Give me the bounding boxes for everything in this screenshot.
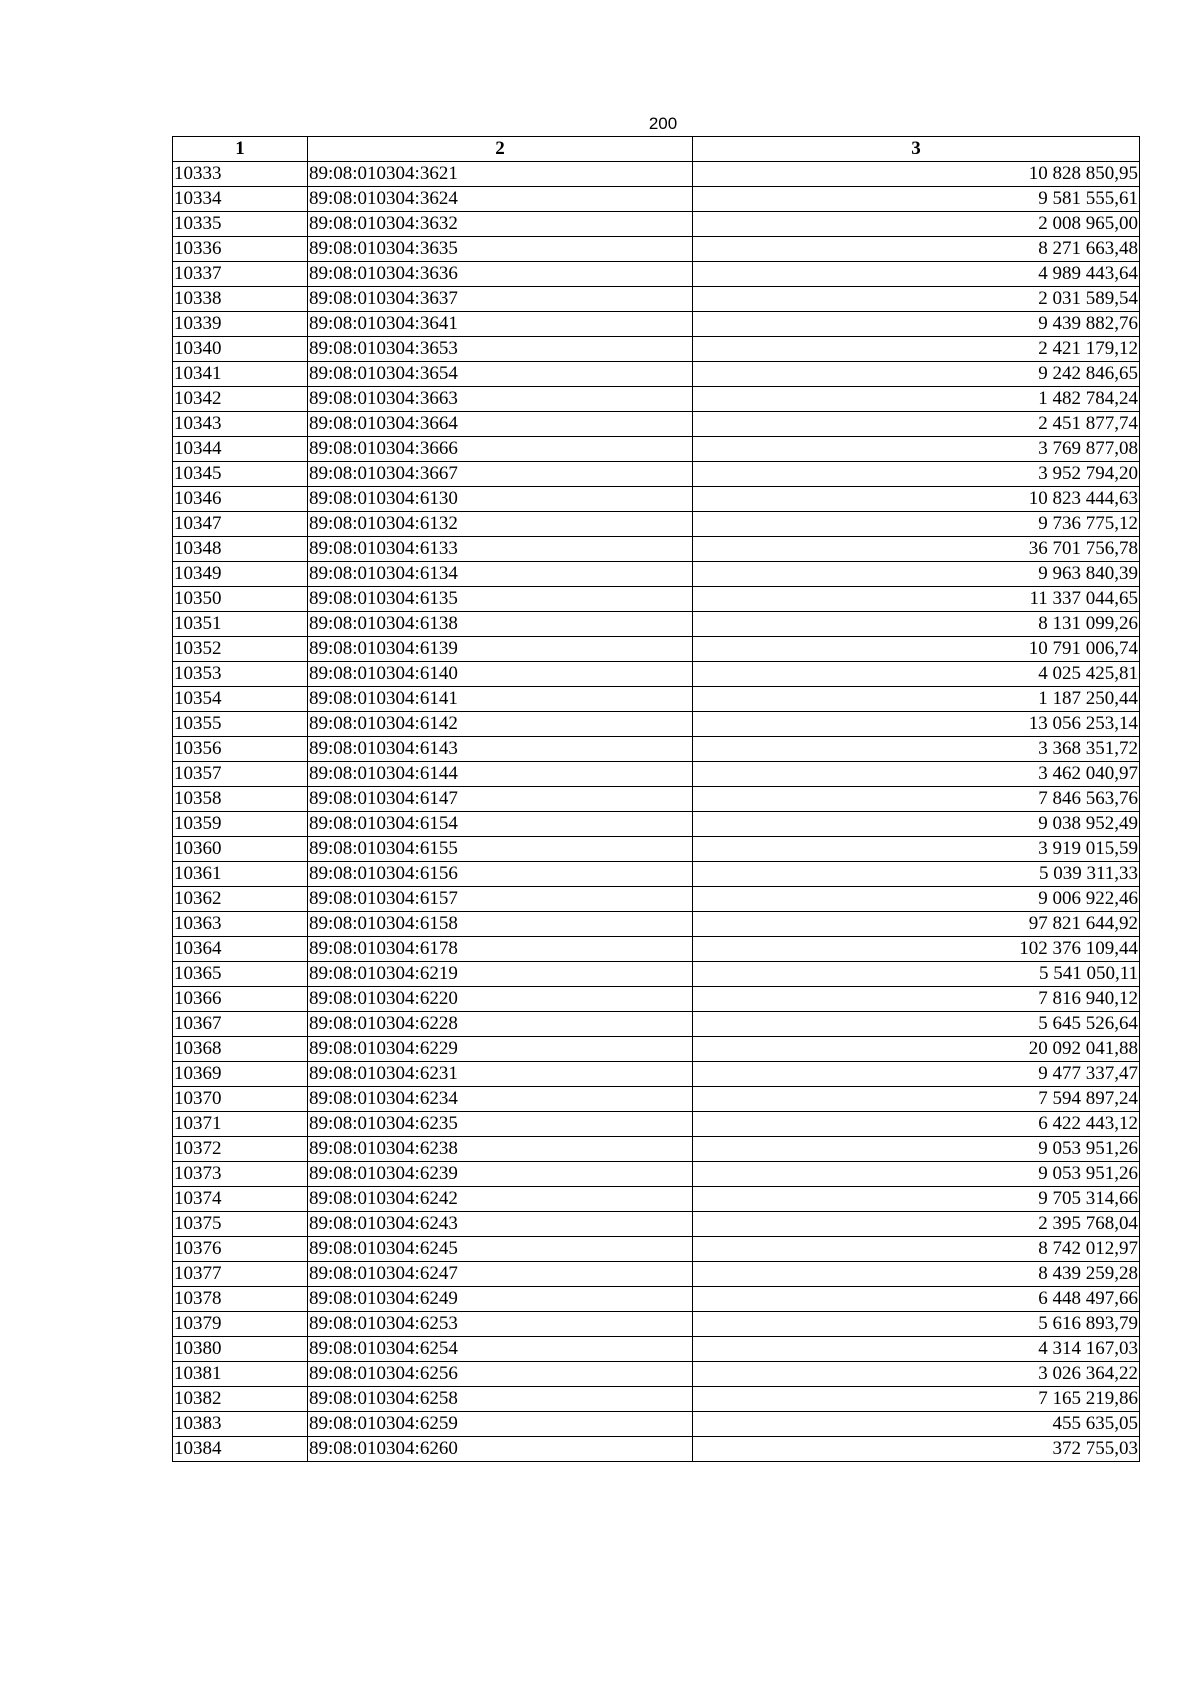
value-cell: 10 828 850,95 (693, 162, 1140, 187)
value-cell: 7 165 219,86 (693, 1387, 1140, 1412)
table-row (173, 162, 1140, 187)
value-cell: 7 594 897,24 (693, 1087, 1140, 1112)
table-row (173, 237, 1140, 262)
value-cell: 2 451 877,74 (693, 412, 1140, 437)
row-number-cell: 10381 (173, 1362, 308, 1387)
cadastral-number-cell: 89:08:010304:6260 (308, 1437, 693, 1462)
table-row (173, 1062, 1140, 1087)
row-number-cell: 10373 (173, 1162, 308, 1187)
row-number-cell: 10364 (173, 937, 308, 962)
row-number-cell: 10333 (173, 162, 308, 187)
value-cell: 8 439 259,28 (693, 1262, 1140, 1287)
cadastral-number-cell: 89:08:010304:6228 (308, 1012, 693, 1037)
row-number-cell: 10370 (173, 1087, 308, 1112)
value-cell: 9 477 337,47 (693, 1062, 1140, 1087)
cadastral-number-cell: 89:08:010304:6139 (308, 637, 693, 662)
cadastral-number-cell: 89:08:010304:6254 (308, 1337, 693, 1362)
value-cell: 4 314 167,03 (693, 1337, 1140, 1362)
table-row (173, 287, 1140, 312)
table-row (173, 187, 1140, 212)
row-number-cell: 10375 (173, 1212, 308, 1237)
table-row (173, 687, 1140, 712)
cadastral-number-cell: 89:08:010304:6133 (308, 537, 693, 562)
table-row (173, 787, 1140, 812)
value-cell: 10 823 444,63 (693, 487, 1140, 512)
table-row (173, 912, 1140, 937)
cadastral-number-cell: 89:08:010304:3636 (308, 262, 693, 287)
table-row (173, 762, 1140, 787)
page-number: 200 (648, 114, 678, 133)
table-row (173, 1037, 1140, 1062)
cadastral-number-cell: 89:08:010304:3653 (308, 337, 693, 362)
cadastral-number-cell: 89:08:010304:6247 (308, 1262, 693, 1287)
value-cell: 3 462 040,97 (693, 762, 1140, 787)
table-row (173, 562, 1140, 587)
table-row (173, 212, 1140, 237)
table-row (173, 937, 1140, 962)
table-body (173, 162, 1140, 1462)
row-number-cell: 10359 (173, 812, 308, 837)
row-number-cell: 10371 (173, 1112, 308, 1137)
cadastral-number-cell: 89:08:010304:6258 (308, 1387, 693, 1412)
row-number-cell: 10374 (173, 1187, 308, 1212)
cadastral-number-cell: 89:08:010304:6134 (308, 562, 693, 587)
value-cell: 6 448 497,66 (693, 1287, 1140, 1312)
row-number-cell: 10362 (173, 887, 308, 912)
table-row (173, 412, 1140, 437)
cadastral-number-cell: 89:08:010304:6219 (308, 962, 693, 987)
table-header-row (173, 137, 1140, 162)
column-header-3: 3 (693, 137, 1140, 162)
cadastral-number-cell: 89:08:010304:6259 (308, 1412, 693, 1437)
value-cell: 5 541 050,11 (693, 962, 1140, 987)
cadastral-number-cell: 89:08:010304:6130 (308, 487, 693, 512)
row-number-cell: 10353 (173, 662, 308, 687)
cadastral-number-cell: 89:08:010304:3621 (308, 162, 693, 187)
table-row (173, 862, 1140, 887)
table-row (173, 737, 1140, 762)
row-number-cell: 10352 (173, 637, 308, 662)
table-row (173, 312, 1140, 337)
cadastral-number-cell: 89:08:010304:6140 (308, 662, 693, 687)
table-row (173, 537, 1140, 562)
row-number-cell: 10339 (173, 312, 308, 337)
table-row (173, 887, 1140, 912)
row-number-cell: 10368 (173, 1037, 308, 1062)
table-row (173, 1387, 1140, 1412)
value-cell: 9 963 840,39 (693, 562, 1140, 587)
data-table (172, 136, 1140, 1462)
cadastral-number-cell: 89:08:010304:6135 (308, 587, 693, 612)
value-cell: 3 026 364,22 (693, 1362, 1140, 1387)
table-row (173, 962, 1140, 987)
table-row (173, 1212, 1140, 1237)
row-number-cell: 10378 (173, 1287, 308, 1312)
row-number-cell: 10384 (173, 1437, 308, 1462)
value-cell: 1 187 250,44 (693, 687, 1140, 712)
row-number-cell: 10347 (173, 512, 308, 537)
column-header-1: 1 (173, 137, 308, 162)
cadastral-number-cell: 89:08:010304:6243 (308, 1212, 693, 1237)
row-number-cell: 10357 (173, 762, 308, 787)
cadastral-number-cell: 89:08:010304:6245 (308, 1237, 693, 1262)
row-number-cell: 10351 (173, 612, 308, 637)
row-number-cell: 10358 (173, 787, 308, 812)
table-row (173, 1237, 1140, 1262)
cadastral-number-cell: 89:08:010304:6154 (308, 812, 693, 837)
table-row (173, 812, 1140, 837)
cadastral-number-cell: 89:08:010304:6142 (308, 712, 693, 737)
row-number-cell: 10376 (173, 1237, 308, 1262)
value-cell: 3 368 351,72 (693, 737, 1140, 762)
cadastral-number-cell: 89:08:010304:6256 (308, 1362, 693, 1387)
cadastral-number-cell: 89:08:010304:3663 (308, 387, 693, 412)
table-row (173, 987, 1140, 1012)
row-number-cell: 10356 (173, 737, 308, 762)
row-number-cell: 10346 (173, 487, 308, 512)
cadastral-number-cell: 89:08:010304:6231 (308, 1062, 693, 1087)
row-number-cell: 10344 (173, 437, 308, 462)
value-cell: 6 422 443,12 (693, 1112, 1140, 1137)
value-cell: 3 952 794,20 (693, 462, 1140, 487)
cadastral-number-cell: 89:08:010304:6235 (308, 1112, 693, 1137)
value-cell: 9 006 922,46 (693, 887, 1140, 912)
row-number-cell: 10369 (173, 1062, 308, 1087)
value-cell: 8 131 099,26 (693, 612, 1140, 637)
table-row (173, 512, 1140, 537)
value-cell: 372 755,03 (693, 1437, 1140, 1462)
table-row (173, 362, 1140, 387)
value-cell: 2 031 589,54 (693, 287, 1140, 312)
cadastral-number-cell: 89:08:010304:6156 (308, 862, 693, 887)
value-cell: 102 376 109,44 (693, 937, 1140, 962)
value-cell: 5 616 893,79 (693, 1312, 1140, 1337)
row-number-cell: 10336 (173, 237, 308, 262)
cadastral-number-cell: 89:08:010304:6249 (308, 1287, 693, 1312)
row-number-cell: 10350 (173, 587, 308, 612)
value-cell: 5 039 311,33 (693, 862, 1140, 887)
value-cell: 9 053 951,26 (693, 1162, 1140, 1187)
cadastral-number-cell: 89:08:010304:3664 (308, 412, 693, 437)
value-cell: 455 635,05 (693, 1412, 1140, 1437)
table-row (173, 1087, 1140, 1112)
row-number-cell: 10382 (173, 1387, 308, 1412)
row-number-cell: 10340 (173, 337, 308, 362)
cadastral-number-cell: 89:08:010304:6238 (308, 1137, 693, 1162)
value-cell: 2 395 768,04 (693, 1212, 1140, 1237)
row-number-cell: 10372 (173, 1137, 308, 1162)
cadastral-number-cell: 89:08:010304:6144 (308, 762, 693, 787)
row-number-cell: 10380 (173, 1337, 308, 1362)
table-row (173, 387, 1140, 412)
table-row (173, 487, 1140, 512)
table-row (173, 1312, 1140, 1337)
value-cell: 2 008 965,00 (693, 212, 1140, 237)
value-cell: 9 439 882,76 (693, 312, 1140, 337)
table-row (173, 1412, 1140, 1437)
table-row (173, 637, 1140, 662)
column-header-2: 2 (308, 137, 693, 162)
value-cell: 8 271 663,48 (693, 237, 1140, 262)
cadastral-number-cell: 89:08:010304:6143 (308, 737, 693, 762)
value-cell: 4 025 425,81 (693, 662, 1140, 687)
cadastral-number-cell: 89:08:010304:3635 (308, 237, 693, 262)
row-number-cell: 10363 (173, 912, 308, 937)
value-cell: 9 736 775,12 (693, 512, 1140, 537)
cadastral-number-cell: 89:08:010304:6157 (308, 887, 693, 912)
table-row (173, 1162, 1140, 1187)
cadastral-number-cell: 89:08:010304:3641 (308, 312, 693, 337)
cadastral-number-cell: 89:08:010304:6239 (308, 1162, 693, 1187)
value-cell: 9 053 951,26 (693, 1137, 1140, 1162)
cadastral-number-cell: 89:08:010304:3654 (308, 362, 693, 387)
cadastral-number-cell: 89:08:010304:6220 (308, 987, 693, 1012)
table-row (173, 587, 1140, 612)
row-number-cell: 10361 (173, 862, 308, 887)
cadastral-number-cell: 89:08:010304:6178 (308, 937, 693, 962)
cadastral-number-cell: 89:08:010304:6234 (308, 1087, 693, 1112)
value-cell: 9 581 555,61 (693, 187, 1140, 212)
row-number-cell: 10383 (173, 1412, 308, 1437)
value-cell: 1 482 784,24 (693, 387, 1140, 412)
value-cell: 9 038 952,49 (693, 812, 1140, 837)
value-cell: 4 989 443,64 (693, 262, 1140, 287)
row-number-cell: 10355 (173, 712, 308, 737)
cadastral-number-cell: 89:08:010304:6132 (308, 512, 693, 537)
table-row (173, 1337, 1140, 1362)
value-cell: 20 092 041,88 (693, 1037, 1140, 1062)
row-number-cell: 10334 (173, 187, 308, 212)
table-row (173, 1137, 1140, 1162)
table-row (173, 612, 1140, 637)
value-cell: 3 769 877,08 (693, 437, 1140, 462)
row-number-cell: 10349 (173, 562, 308, 587)
cadastral-number-cell: 89:08:010304:6242 (308, 1187, 693, 1212)
value-cell: 97 821 644,92 (693, 912, 1140, 937)
table-row (173, 262, 1140, 287)
row-number-cell: 10348 (173, 537, 308, 562)
table-row (173, 1187, 1140, 1212)
row-number-cell: 10377 (173, 1262, 308, 1287)
row-number-cell: 10341 (173, 362, 308, 387)
cadastral-number-cell: 89:08:010304:3667 (308, 462, 693, 487)
cadastral-number-cell: 89:08:010304:6147 (308, 787, 693, 812)
table-row (173, 1362, 1140, 1387)
row-number-cell: 10354 (173, 687, 308, 712)
cadastral-number-cell: 89:08:010304:6158 (308, 912, 693, 937)
cadastral-number-cell: 89:08:010304:3666 (308, 437, 693, 462)
table-row (173, 1012, 1140, 1037)
row-number-cell: 10345 (173, 462, 308, 487)
table-row (173, 437, 1140, 462)
row-number-cell: 10338 (173, 287, 308, 312)
value-cell: 13 056 253,14 (693, 712, 1140, 737)
cadastral-number-cell: 89:08:010304:6253 (308, 1312, 693, 1337)
table-row (173, 1287, 1140, 1312)
value-cell: 3 919 015,59 (693, 837, 1140, 862)
row-number-cell: 10360 (173, 837, 308, 862)
cadastral-number-cell: 89:08:010304:3632 (308, 212, 693, 237)
cadastral-number-cell: 89:08:010304:6138 (308, 612, 693, 637)
row-number-cell: 10366 (173, 987, 308, 1012)
cadastral-number-cell: 89:08:010304:6141 (308, 687, 693, 712)
value-cell: 8 742 012,97 (693, 1237, 1140, 1262)
value-cell: 36 701 756,78 (693, 537, 1140, 562)
value-cell: 9 242 846,65 (693, 362, 1140, 387)
cadastral-number-cell: 89:08:010304:3637 (308, 287, 693, 312)
row-number-cell: 10379 (173, 1312, 308, 1337)
row-number-cell: 10342 (173, 387, 308, 412)
table-row (173, 1262, 1140, 1287)
table-row (173, 837, 1140, 862)
row-number-cell: 10367 (173, 1012, 308, 1037)
value-cell: 7 846 563,76 (693, 787, 1140, 812)
table-row (173, 1437, 1140, 1462)
value-cell: 2 421 179,12 (693, 337, 1140, 362)
row-number-cell: 10335 (173, 212, 308, 237)
cadastral-number-cell: 89:08:010304:6229 (308, 1037, 693, 1062)
table-row (173, 337, 1140, 362)
table-row (173, 662, 1140, 687)
value-cell: 5 645 526,64 (693, 1012, 1140, 1037)
value-cell: 7 816 940,12 (693, 987, 1140, 1012)
row-number-cell: 10365 (173, 962, 308, 987)
table-row (173, 712, 1140, 737)
value-cell: 9 705 314,66 (693, 1187, 1140, 1212)
row-number-cell: 10343 (173, 412, 308, 437)
row-number-cell: 10337 (173, 262, 308, 287)
value-cell: 10 791 006,74 (693, 637, 1140, 662)
value-cell: 11 337 044,65 (693, 587, 1140, 612)
cadastral-number-cell: 89:08:010304:6155 (308, 837, 693, 862)
table-row (173, 462, 1140, 487)
cadastral-number-cell: 89:08:010304:3624 (308, 187, 693, 212)
table-row (173, 1112, 1140, 1137)
